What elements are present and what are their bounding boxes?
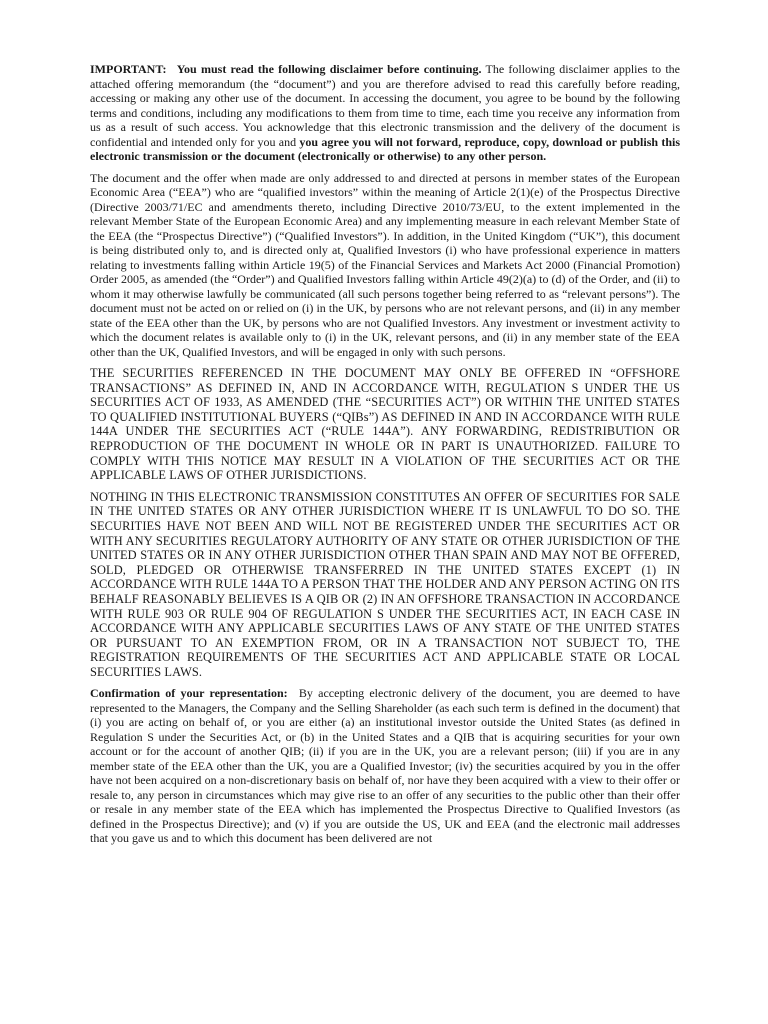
- important-intro-bold: You must read the following disclaimer before continuing.: [176, 62, 482, 76]
- no-forward-warning: you agree you will not forward, reproduce, copy, download or publish this electronic transmission or the document (electronically or otherwise) to any other person.: [90, 134, 680, 163]
- confirmation-body-text: By accepting electronic delivery of the document, you are deemed to have represented to the Managers, the Company and the Selling Shareholder (as each such term is defined in the document) that (i) you are acting on behalf of, or you are either (a) an institutional investor outside the United States (as defined in Regulation S under the Securities Act, or (b) in the United States and a QIB that is acquiring securities for your own account or for the account of another QIB; (ii) if you are in the UK, you are a relevant person; (iii) if you are in any member state of the EEA other than the UK, you are a Qualified Investor; (iv) the securities acquired by you in the offer have not been acquired on a non-discretionary basis on behalf of, nor have they been acquired with a view to their offer or resale to, any person in circumstances which may give rise to an offer of any securities to the public other than their offer or resale in any member state of the EEA which has implemented the Prospectus Directive to Qualified Investors (as defined in the Prospectus Directive); and (v) if you are outside the US, UK and EEA (and the electronic mail addresses that you gave us and to which this document has been delivered are not: [90, 686, 680, 846]
- eea-qualified-investors-paragraph: The document and the offer when made are only addressed to and directed at persons in member states of the European Economic Area (“EEA”) who are “qualified investors” within the meaning of Article 2(1)(e) of the Prospectus Directive (Directive 2003/71/EC and amendments thereto, including Directive 2010/73/EU, to the extent implemented in the relevant Member State of the European Economic Area) and any implementing measure in each relevant Member State of the EEA (the “Prospectus Directive”) (“Qualified Investors”). In addition, in the United Kingdom (“UK”), this document is being distributed only to, and is directed only at, Qualified Investors (i) who have professional experience in matters relating to investments falling within Article 19(5) of the Financial Services and Markets Act 2000 (Financial Promotion) Order 2005, as amended (the “Order”) and Qualified Investors falling within Article 49(2)(a) to (d) of the Order, and (ii) to whom it may otherwise lawfully be communicated (all such persons together being referred to as “relevant persons”). The document must not be acted on or relied on (i) in the UK, by persons who are not relevant persons, and (ii) in any member state of the EEA other than the UK, by persons who are not Qualified Investors. Any investment or investment activity to which the document relates is available only to (i) in the UK, relevant persons, and (ii) in any member state of the EEA other than the UK, Qualified Investors, and will be engaged in only with such persons.: [90, 170, 680, 359]
- intro-body-text: The following disclaimer applies to the attached offering memorandum (the “document”) and you are therefore advised to read this carefully before reading, accessing or making any other use of the document. In accessing the document, you agree to be bound by the following terms and conditions, including any modifications to them from time to time, each time you receive any information from us as a result of such access. You acknowledge that this electronic transmission and the delivery of the document is confidential and intended only for you and: [90, 62, 680, 149]
- confirmation-representation-paragraph: [90, 686, 680, 846]
- offshore-transactions-notice: THE SECURITIES REFERENCED IN THE DOCUMENT MAY ONLY BE OFFERED IN “OFFSHORE TRANSACTIONS” AS DEFINED IN, AND IN ACCORDANCE WITH, REGULATION S UNDER THE US SECURITIES ACT OF 1933, AS AMENDED (THE “SECURITIES ACT”) OR WITHIN THE UNITED STATES TO QUALIFIED INSTITUTIONAL BUYERS (“QIBs”) AS DEFINED IN AND IN ACCORDANCE WITH RULE 144A UNDER THE SECURITIES ACT (“RULE 144A”). ANY FORWARDING, REDISTRIBUTION OR REPRODUCTION OF THE DOCUMENT IN WHOLE OR IN PART IS UNAUTHORIZED. FAILURE TO COMPLY WITH THIS NOTICE MAY RESULT IN A VIOLATION OF THE SECURITIES ACT OR THE APPLICABLE LAWS OF OTHER JURISDICTIONS.: [90, 366, 680, 483]
- no-offer-notice: NOTHING IN THIS ELECTRONIC TRANSMISSION CONSTITUTES AN OFFER OF SECURITIES FOR SALE IN THE UNITED STATES OR ANY OTHER JURISDICTION WHERE IT IS UNLAWFUL TO DO SO. THE SECURITIES HAVE NOT BEEN AND WILL NOT BE REGISTERED UNDER THE SECURITIES ACT OR WITH ANY SECURITIES REGULATORY AUTHORITY OF ANY STATE OR OTHER JURISDICTION OF THE UNITED STATES OR IN ANY OTHER JURISDICTION OTHER THAN SPAIN AND MAY NOT BE OFFERED, SOLD, PLEDGED OR OTHERWISE TRANSFERRED IN THE UNITED STATES EXCEPT (1) IN ACCORDANCE WITH RULE 144A TO A PERSON THAT THE HOLDER AND ANY PERSON ACTING ON ITS BEHALF REASONABLY BELIEVES IS A QIB OR (2) IN AN OFFSHORE TRANSACTION IN ACCORDANCE WITH RULE 903 OR RULE 904 OF REGULATION S UNDER THE SECURITIES ACT, IN EACH CASE IN ACCORDANCE WITH ANY APPLICABLE SECURITIES LAWS OF ANY STATE OF THE UNITED STATES OR PURSUANT TO AN EXEMPTION FROM, OR IN A TRANSACTION NOT SUBJECT TO, THE REGISTRATION REQUIREMENTS OF THE SECURITIES ACT AND APPLICABLE STATE OR LOCAL SECURITIES LAWS.: [90, 489, 680, 679]
- confirmation-label: Confirmation of your representation:: [90, 686, 288, 701]
- disclaimer-intro-paragraph: [90, 62, 680, 164]
- important-label: IMPORTANT:: [90, 62, 167, 76]
